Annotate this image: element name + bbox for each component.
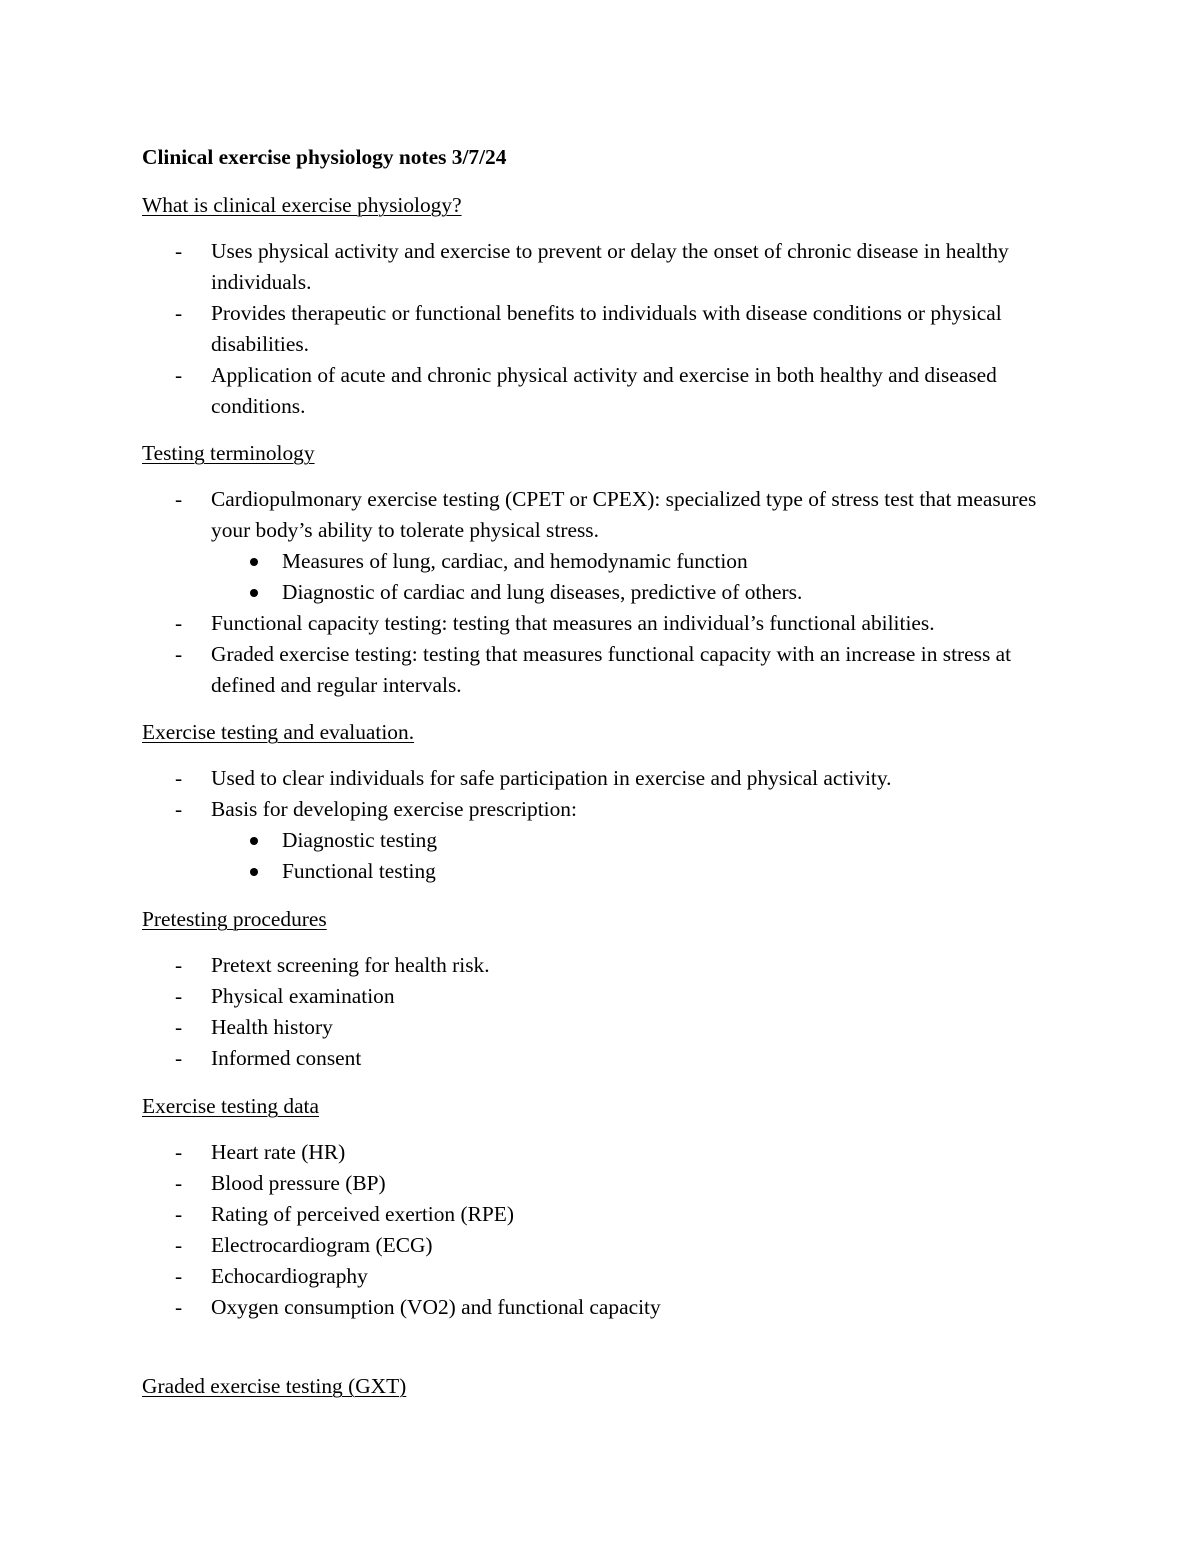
- list-item: - Cardiopulmonary exercise testing (CPET or CPEX): specialized type of stress test that measures your body’s ability to tolerate physical stress. Measures of lung, cardiac, and hemodynamic function Diagnostic of cardiac and lung diseases, predictive of others.: [142, 484, 1042, 608]
- list-item: - Oxygen consumption (VO2) and functional capacity: [142, 1292, 1042, 1323]
- section-testing-terminology: [142, 438, 1042, 701]
- sub-bullet-list: [211, 546, 1042, 608]
- bullet-list: [142, 950, 1042, 1074]
- dash-marker: -: [175, 1202, 183, 1226]
- dash-marker: -: [175, 797, 183, 821]
- bullet-list: [142, 236, 1042, 422]
- dash-marker: -: [175, 642, 183, 666]
- section-heading: Exercise testing and evaluation.: [142, 720, 415, 744]
- list-item: - Rating of perceived exertion (RPE): [142, 1199, 1042, 1230]
- dash-marker: -: [175, 1233, 183, 1257]
- dash-marker: -: [175, 487, 183, 511]
- dash-marker: -: [175, 1295, 183, 1319]
- bullet-list: [142, 484, 1042, 701]
- sub-list-item: Diagnostic testing: [211, 825, 1042, 856]
- section-graded-exercise-testing: [142, 1371, 1042, 1402]
- list-item: - Basis for developing exercise prescription: Diagnostic testing Functional testing: [142, 794, 1042, 887]
- dash-marker: -: [175, 611, 183, 635]
- bullet-dot-icon: [250, 837, 258, 845]
- dash-marker: -: [175, 1171, 183, 1195]
- list-item: - Blood pressure (BP): [142, 1168, 1042, 1199]
- sub-list-item: Functional testing: [211, 856, 1042, 887]
- dash-marker: -: [175, 766, 183, 790]
- dash-marker: -: [175, 1264, 183, 1288]
- section-heading: Exercise testing data: [142, 1094, 319, 1118]
- section-heading: What is clinical exercise physiology?: [142, 193, 462, 217]
- section-heading: Testing terminology: [142, 441, 315, 465]
- dash-marker: -: [175, 1046, 183, 1070]
- section-pretesting-procedures: [142, 904, 1042, 1074]
- section-heading: Graded exercise testing (GXT): [142, 1374, 407, 1398]
- sub-list-item: Diagnostic of cardiac and lung diseases, predictive of others.: [211, 577, 1042, 608]
- list-item: - Application of acute and chronic physical activity and exercise in both healthy and diseased conditions.: [142, 360, 1042, 422]
- dash-marker: -: [175, 301, 183, 325]
- sub-list-item: Measures of lung, cardiac, and hemodynamic function: [211, 546, 1042, 577]
- list-item: - Physical examination: [142, 981, 1042, 1012]
- bullet-dot-icon: [250, 868, 258, 876]
- list-item: - Used to clear individuals for safe participation in exercise and physical activity.: [142, 763, 1042, 794]
- section-what-is: [142, 190, 1042, 422]
- bullet-dot-icon: [250, 589, 258, 597]
- list-item: - Provides therapeutic or functional benefits to individuals with disease conditions or physical disabilities.: [142, 298, 1042, 360]
- list-item: - Functional capacity testing: testing that measures an individual’s functional abilities.: [142, 608, 1042, 639]
- list-item: - Health history: [142, 1012, 1042, 1043]
- dash-marker: -: [175, 239, 183, 263]
- section-exercise-testing-data: [142, 1091, 1042, 1323]
- dash-marker: -: [175, 1015, 183, 1039]
- dash-marker: -: [175, 1140, 183, 1164]
- section-heading: Pretesting procedures: [142, 907, 327, 931]
- list-item: - Electrocardiogram (ECG): [142, 1230, 1042, 1261]
- list-item: - Heart rate (HR): [142, 1137, 1042, 1168]
- list-item: - Graded exercise testing: testing that measures functional capacity with an increase in stress at defined and regular intervals.: [142, 639, 1042, 701]
- list-item: - Uses physical activity and exercise to prevent or delay the onset of chronic disease in healthy individuals.: [142, 236, 1042, 298]
- dash-marker: -: [175, 363, 183, 387]
- list-item: - Pretext screening for health risk.: [142, 950, 1042, 981]
- bullet-list: [142, 763, 1042, 887]
- section-exercise-testing-evaluation: [142, 717, 1042, 887]
- page-title: Clinical exercise physiology notes 3/7/24: [142, 145, 507, 169]
- bullet-dot-icon: [250, 558, 258, 566]
- list-item: - Echocardiography: [142, 1261, 1042, 1292]
- dash-marker: -: [175, 953, 183, 977]
- dash-marker: -: [175, 984, 183, 1008]
- sub-bullet-list: [211, 825, 1042, 887]
- bullet-list: [142, 1137, 1042, 1323]
- list-item: - Informed consent: [142, 1043, 1042, 1074]
